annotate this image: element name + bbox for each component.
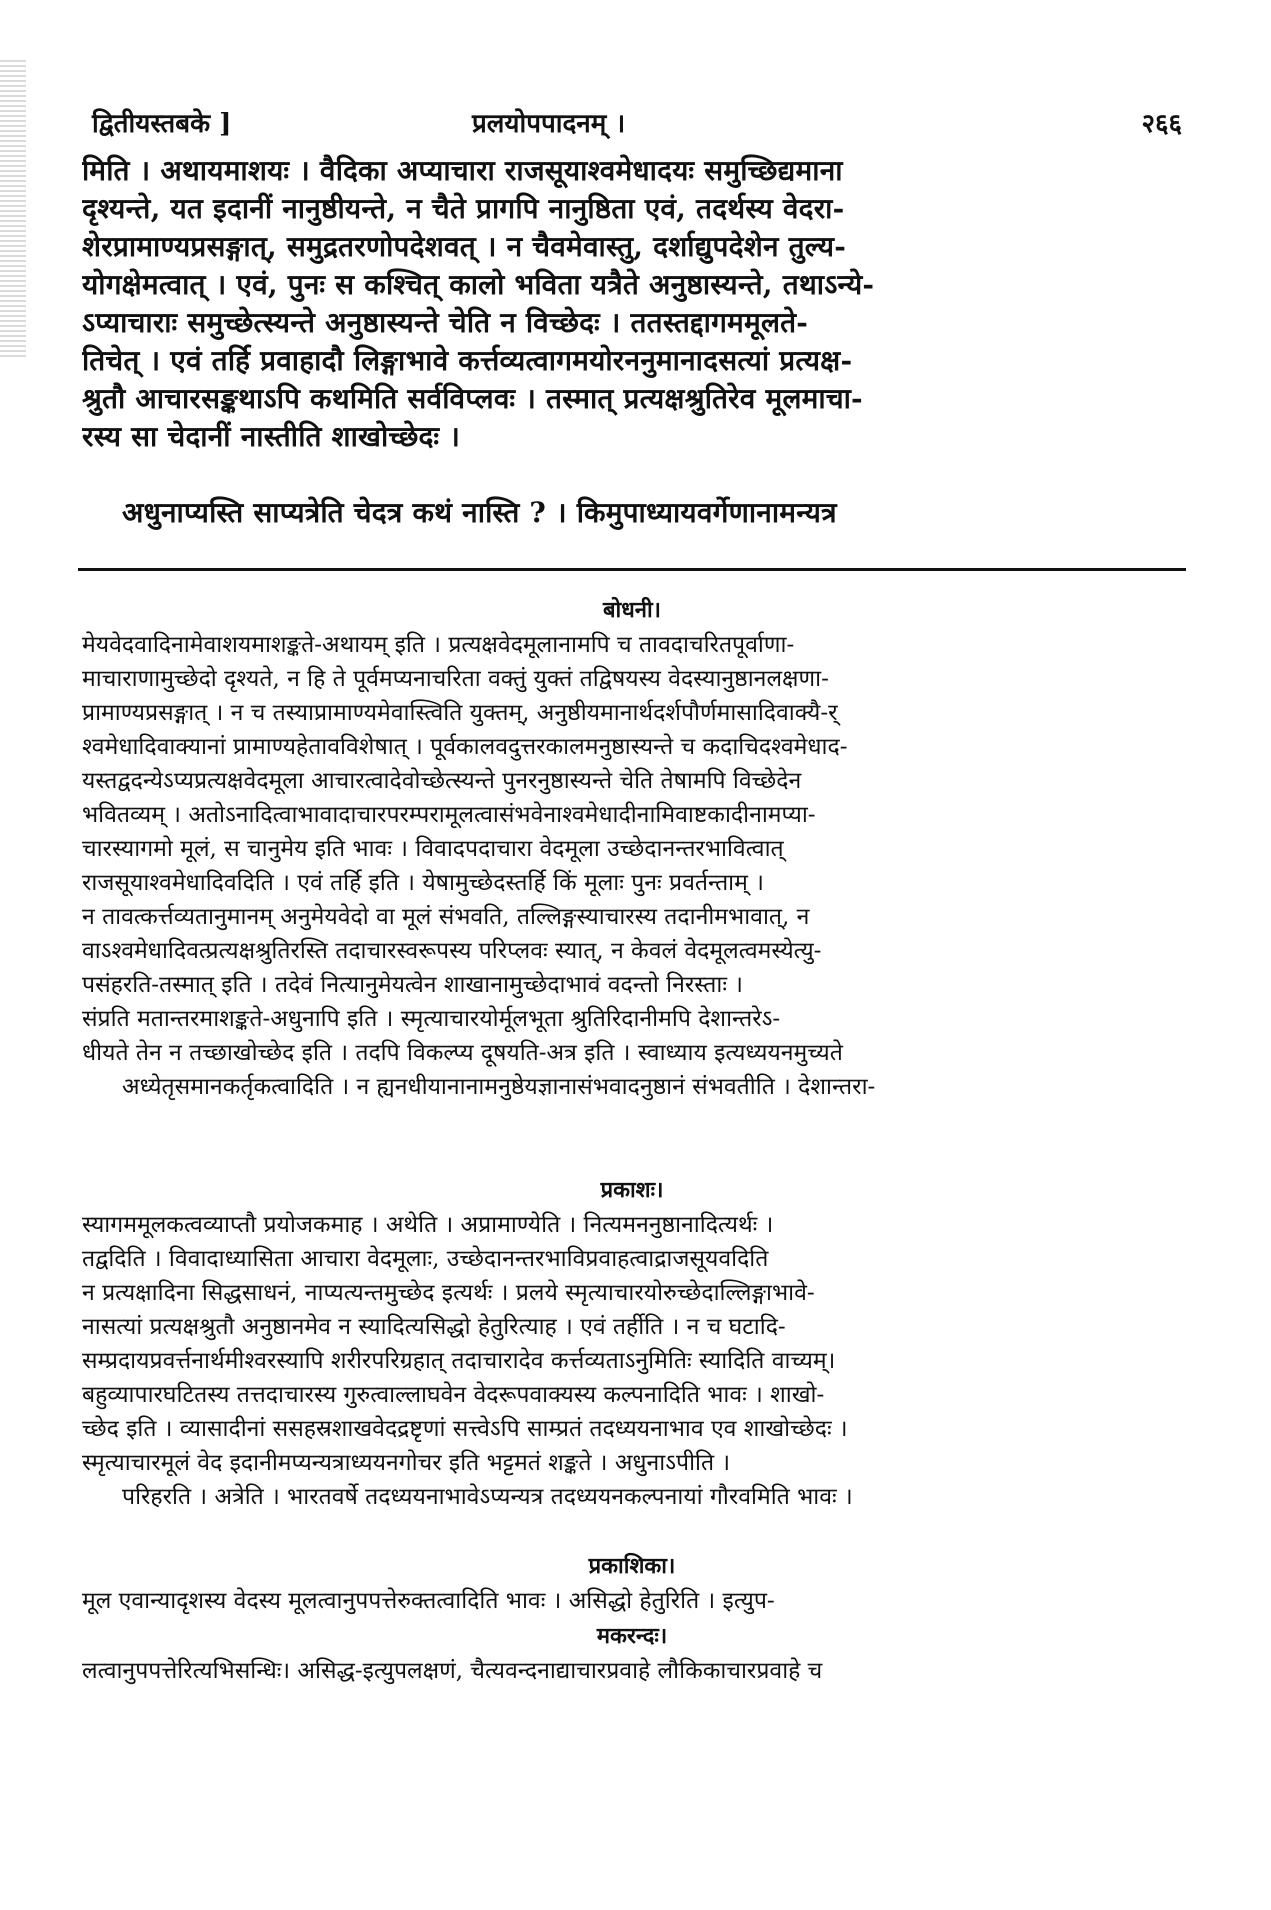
section-title: प्रकाशः। [600, 1177, 664, 1203]
section-title: बोधनी। [602, 597, 662, 623]
main-line: योगक्षेमत्वात् । एवं, पुनः स कश्चित् कालो भविता यत्रैते अनुष्ठास्यन्ते, तथाऽन्ये- [82, 268, 875, 301]
main-line: दृश्यन्ते, यत इदानीं नानुष्ठीयन्ते, न चैते प्रागपि नानुष्ठिता एवं, तदर्थस्य वेदरा- [82, 192, 845, 225]
header-title: प्रलयोपपादनम् । [472, 109, 626, 139]
commentary-line [82, 1514, 1182, 1548]
main-line [82, 456, 1182, 494]
divider [78, 568, 1186, 571]
commentary-line: न तावत्कर्त्तव्यतानुमानम् अनुमेयवेदो वा मूलं संभवति, तल्लिङ्गस्याचारस्य तदानीमभावात्, न [82, 904, 810, 930]
section-title: मकरन्दः। [596, 1623, 668, 1649]
commentary-line: पसंहरति-तस्मात् इति । तदेवं नित्यानुमेयत्वेन शाखानामुच्छेदाभावं वदन्तो निरस्ताः । [82, 972, 743, 998]
main-line: शेरप्रामाण्यप्रसङ्गात्, समुद्रतरणोपदेशवत् । न चैवमेवास्तु, दर्शाद्युपदेशेन तुल्य- [82, 230, 847, 263]
main-line: ऽप्याचाराः समुच्छेत्स्यन्ते अनुष्ठास्यन्ते चेति न विच्छेदः । ततस्तद्दागममूलते- [82, 306, 809, 339]
commentary-line [82, 1138, 1182, 1172]
main-line: मिति । अथायमाशयः । वैदिका अप्याचारा राजसूयाश्वमेधादयः समुच्छिद्यमाना [82, 154, 843, 187]
commentary-line [82, 1104, 1182, 1138]
commentary-line: परिहरति । अत्रेति । भारतवर्षे तदध्ययनाभावेऽप्यन्यत्र तदध्ययनकल्पनायां गौरवमिति भावः । [122, 1484, 853, 1510]
commentary-line: स्मृत्याचारमूलं वेद इदानीमप्यन्यत्राध्ययनगोचर इति भट्टमतं शङ्कते । अधुनाऽपीति । [82, 1450, 731, 1476]
main-line: श्रुतौ आचारसङ्कथाऽपि कथमिति सर्वविप्लवः । तस्मात् प्रत्यक्षश्रुतिरेव मूलमाचा- [82, 382, 863, 415]
commentary-line: सम्प्रदायप्रवर्त्तनार्थमीश्वरस्यापि शरीरपरिग्रहात् तदाचारादेव कर्त्तव्यताऽनुमितिः स्यादिति वाच्यम्। [82, 1348, 836, 1374]
commentary-line: यस्तद्वदन्येऽप्यप्रत्यक्षवेदमूला आचारत्वादेवोच्छेत्स्यन्ते पुनरनुष्ठास्यन्ते चेति तेषामपि विच्छेदेन [82, 768, 802, 794]
page-number: २६६ [1141, 109, 1182, 139]
commentary-line: माचाराणामुच्छेदो दृश्यते, न हि ते पूर्वमप्यनाचरिता वक्तुं युक्तं तद्विषयस्य वेदस्यानुष्ठानलक्षणा- [82, 666, 829, 692]
commentary [82, 592, 1182, 1688]
header-left: द्वितीयस्तबके ] [92, 109, 232, 139]
commentary-line: मूल एवान्यादृशस्य वेदस्य मूलत्वानुपपत्तेरुक्तत्वादिति भावः । असिद्धो हेतुरिति । इत्युप- [82, 1588, 775, 1614]
commentary-line: धीयते तेन न तच्छाखोच्छेद इति । तदपि विकल्प्य दूषयति-अत्र इति । स्वाध्याय इत्यध्ययनमुच्यते [82, 1040, 843, 1066]
commentary-line: वाऽश्वमेधादिवत्प्रत्यक्षश्रुतिरस्ति तदाचारस्वरूपस्य परिप्लवः स्यात्, न केवलं वेदमूलत्वमस्येत्यु- [82, 938, 822, 964]
section-title: प्रकाशिका। [588, 1553, 676, 1579]
commentary-line: भवितव्यम् । अतोऽनादित्वाभावादाचारपरम्परामूलत्वासंभवेनाश्वमेधादीनामिवाष्टकादीनामप्या- [82, 802, 816, 828]
commentary-line: बहुव्यापारघटितस्य तत्तदाचारस्य गुरुत्वाल्लाघवेन वेदरूपवाक्यस्य कल्पनादिति भावः । शाखो- [82, 1382, 825, 1408]
commentary-line: संप्रति मतान्तरमाशङ्कते-अधुनापि इति । स्मृत्याचारयोर्मूलभूता श्रुतिरिदानीमपि देशान्तरेऽ- [82, 1006, 781, 1032]
commentary-line: लत्वानुपपत्तेरित्यभिसन्धिः। असिद्ध-इत्युपलक्षणं, चैत्यवन्दनाद्याचारप्रवाहे लौकिकाचारप्रवाहे च [82, 1658, 823, 1684]
commentary-line: राजसूयाश्वमेधादिवदिति । एवं तर्हि इति । येषामुच्छेदस्तर्हि किं मूलाः पुनः प्रवर्तन्ताम् । [82, 870, 764, 896]
commentary-line: स्यागममूलकत्वव्याप्तौ प्रयोजकमाह । अथेति । अप्रामाण्येति । नित्यमननुष्ठानादित्यर्थः । [82, 1212, 774, 1238]
main-line: तिचेत् । एवं तर्हि प्रवाहादौ लिङ्गाभावे कर्त्तव्यत्वागमयोरननुमानादसत्यां प्रत्यक्ष- [82, 344, 853, 377]
commentary-line: मेयवेदवादिनामेवाशयमाशङ्कते-अथायम् इति । प्रत्यक्षवेदमूलानामपि च तावदाचरितपूर्वाणा- [82, 632, 795, 658]
main-text [82, 152, 1182, 532]
main-line: अधुनाप्यस्ति साप्यत्रेति चेदत्र कथं नास्ति ? । किमुपाध्यायवर्गेणानामन्यत्र [122, 496, 837, 529]
main-line: रस्य सा चेदानीं नास्तीति शाखोच्छेदः । [82, 420, 461, 453]
commentary-line: चारस्यागमो मूलं, स चानुमेय इति भावः । विवादपदाचारा वेदमूला उच्छेदानन्तरभावित्वात् [82, 836, 784, 862]
commentary-line: तद्वदिति । विवादाध्यासिता आचारा वेदमूलाः, उच्छेदानन्तरभाविप्रवाहत्वाद्राजसूयवदिति [82, 1246, 769, 1272]
commentary-line: प्रामाण्यप्रसङ्गात् । न च तस्याप्रामाण्यमेवास्त्विति युक्तम्, अनुष्ठीयमानार्थदर्शपौर्णमासादिवाक्यै-र् [82, 700, 838, 726]
scan-edge [0, 60, 26, 360]
commentary-line: श्वमेधादिवाक्यानां प्रामाण्यहेतावविशेषात् । पूर्वकालवदुत्तरकालमनुष्ठास्यन्ते च कदाचिदश्वमेधाद- [82, 734, 848, 760]
commentary-line: च्छेद इति । व्यासादीनां ससहस्रशाखवेदद्रष्टृणां सत्त्वेऽपि साम्प्रतं तदध्ययनाभाव एव शाखोच्छेदः । [82, 1416, 848, 1442]
commentary-line: अध्येतृसमानकर्तृकत्वादिति । न ह्यनधीयानानामनुष्ठेयज्ञानासंभवादनुष्ठानं संभवतीति । देशान्तरा- [122, 1074, 876, 1100]
commentary-line: नासत्यां प्रत्यक्षश्रुतौ अनुष्ठानमेव न स्यादित्यसिद्धो हेतुरित्याह । एवं तर्हीति । न च घटादि- [82, 1314, 786, 1340]
commentary-line: न प्रत्यक्षादिना सिद्धसाधनं, नाप्यत्यन्तमुच्छेद इत्यर्थः । प्रलये स्मृत्याचारयोरुच्छेदाल्लिङ्गाभावे- [82, 1280, 815, 1306]
running-header [92, 104, 1182, 144]
